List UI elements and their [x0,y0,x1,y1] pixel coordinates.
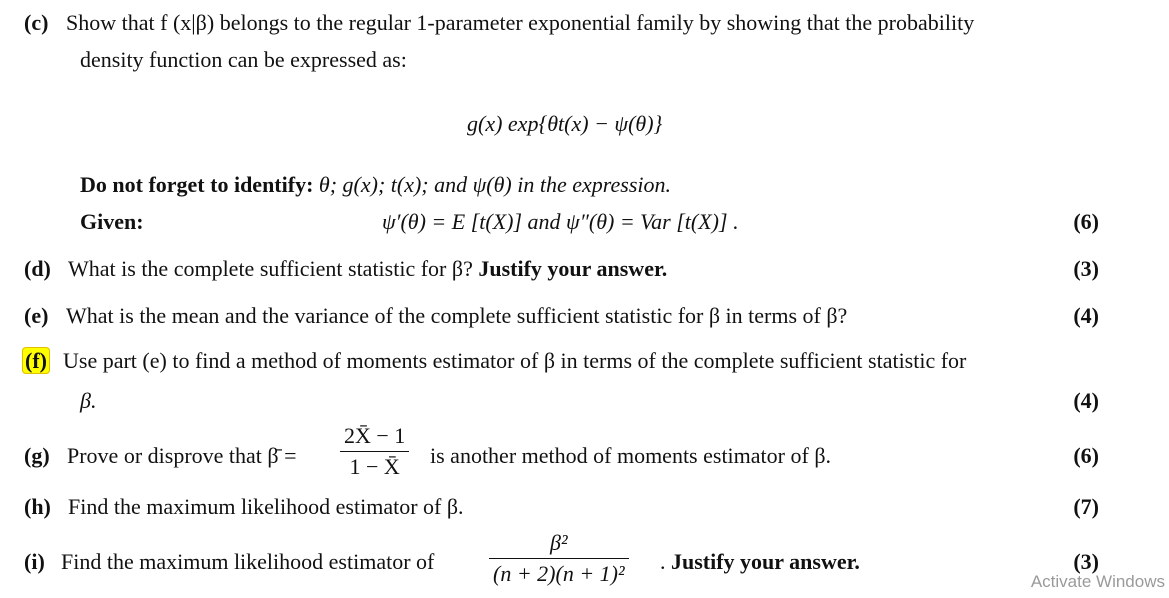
part-g-marks: (6) [1073,443,1099,468]
part-c-label: (c) [24,10,49,35]
part-g-post: is another method of moments estimator of β. [430,443,832,468]
part-g-fraction [340,425,409,478]
exponential-family-formula: g(x) exp{θt(x) − ψ(θ)} [467,111,663,136]
part-i-post [660,551,860,573]
part-i-label: (i) [24,549,45,574]
part-c-marks: (6) [1073,209,1099,234]
part-d-text: What is the complete sufficient statistic for β? [68,256,473,281]
part-h-text: Find the maximum likelihood estimator of β. [68,494,464,519]
identify-bold: Do not forget to identify: [80,172,314,197]
part-e-marks: (4) [1073,303,1099,328]
part-d-label: (d) [24,256,51,281]
part-i-marks: (3) [1073,549,1099,574]
part-h-marks: (7) [1073,494,1099,519]
part-e-label: (e) [24,303,49,328]
part-d-question [68,258,667,280]
part-g-pre: Prove or disprove that β̄ = [67,443,297,468]
part-c-line2: density function can be expressed as: [80,47,407,72]
identify-line [80,174,671,196]
part-f-text: Use part (e) to find a method of moments estimator of β in terms of the complete sufficient statistic for [63,348,967,373]
part-d-justify: Justify your answer. [478,256,668,281]
activate-windows-watermark: Activate Windows [1030,572,1165,591]
part-g-numerator: 2X̄ − 1 [344,423,406,448]
part-h-label: (h) [24,494,51,519]
part-e-text: What is the mean and the variance of the complete sufficient statistic for β in terms of β? [66,303,848,328]
part-g-label: (g) [24,443,50,468]
part-c-line1: Show that f (x|β) belongs to the regular 1-parameter exponential family by showing that the probability [66,10,975,35]
identify-rest: θ; g(x); t(x); and ψ(θ) in the expression. [318,172,672,197]
part-f-line2: β. [80,388,97,413]
part-f-label [22,350,50,372]
part-i-pre: Find the maximum likelihood estimator of [61,549,435,574]
given-expression: ψ′(θ) = E [t(X)] and ψ″(θ) = Var [t(X)] . [382,209,739,234]
part-d-marks: (3) [1073,256,1099,281]
part-g-denominator: 1 − X̄ [349,454,400,479]
part-f-highlight: (f) [22,347,50,374]
part-i-fraction [489,532,629,585]
part-f-marks: (4) [1073,388,1099,413]
part-i-numerator: β² [550,530,568,555]
part-i-justify: Justify your answer. [671,549,860,574]
given-label: Given: [80,209,144,234]
part-i-dot: . [660,549,666,574]
part-i-denominator: (n + 2)(n + 1)² [493,561,625,586]
